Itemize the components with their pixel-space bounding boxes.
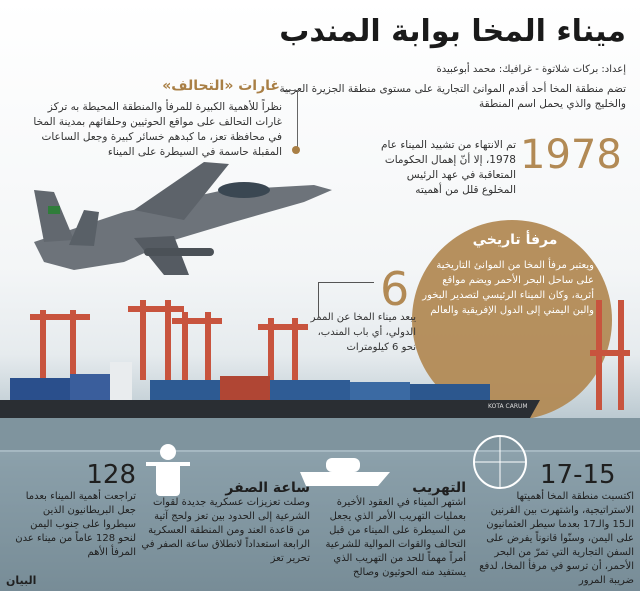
raids-text: نظراً للأهمية الكبيرة للمرفأ والمنطقة المحيطة به تركز غارات التحالف على مواقع الحوثيين وحلفائهم بمدينة المخا في محافظة تعز، ما كبدهم خسائر كبيرة وجعل الساعات المقبلة حاسمة في السيطرة على الميناء: [33, 101, 282, 158]
fighter-jet-icon: [14, 150, 334, 280]
raids-title: غارات «التحالف»: [162, 78, 280, 94]
year-1978: 1978: [520, 132, 622, 178]
column-text: اشتهر الميناء في العقود الأخيرة بعمليات التهريب الأمر الذي يجعل من السيطرة على الميناء من قبل التحالف والقوات الموالية للشرعية أمراً مهماً للحد من التهريب الذي يستفيد منه الحوثيون وصالح: [325, 497, 466, 578]
column-ottoman: [470, 460, 634, 588]
column-128: [10, 460, 136, 560]
intro-text: تضم منطقة المخا أحد أقدم الموانئ التجارية على مستوى منطقة الجزيرة العربية والخليج والذي يحمل اسم المنطقة: [279, 83, 626, 110]
column-text: وصلت تعزيزات عسكرية جديدة لقوات الشرعية إلى الحدود بين تعز ولحج آتية من قاعدة العند ومن المنطقة العسكرية الرابعة استعداداً لانطلاق ساعة الصفر في تحرير تعز: [141, 497, 310, 564]
page-title: ميناء المخا بوابة المندب: [279, 14, 626, 49]
column-heading: 128: [86, 460, 136, 490]
historic-title: مرفأ تاريخي: [472, 232, 558, 248]
column-text: تراجعت أهمية الميناء بعدما جعل البريطانيون الذين سيطروا على جنوب اليمن لنحو 128 عاماً من ميناء عدن المرفأ الأهم: [15, 491, 136, 558]
raids-connector: [284, 90, 298, 150]
column-heading: ساعة الصفر: [225, 480, 310, 496]
year-text: تم الانتهاء من تشييد الميناء عام 1978، إلا أنّ إهمال الحكومات المتعاقبة في عهد الرئيس المخلوع قلل من أهميته: [381, 139, 516, 196]
column-text: اكتسبت منطقة المخا أهميتها الاستراتيجية، واشتهرت بين القرنين الـ15 والـ17 بعدما سيطر العثمانيون على اليمن، وسنّوا قانوناً يفرض على السفن التجارية التي تمرّ من البحر الأحمر، أن ترسو في مرفأ المخا، لدفع ضريبة المرور: [479, 491, 634, 586]
port-scene: [0, 300, 640, 450]
distance-number: 6: [380, 262, 410, 316]
column-zero-hour: [140, 460, 310, 566]
ship-label: KOTA CARUM: [488, 403, 528, 410]
column-smuggling: [316, 460, 466, 580]
brand-logo: البيان: [6, 574, 37, 587]
distance-text: يبعد ميناء المخا عن الممر الدولي، أي باب المندب، نحو 6 كيلومترات: [310, 312, 416, 353]
column-heading: التهريب: [412, 480, 466, 496]
historic-text: ويعتبر مرفأ المخا من الموانئ التاريخية على ساحل البحر الأحمر ويضم مواقع أثرية، وكان الميناء الرئيسي لتصدير البخور والبن اليمني إلى الدول الإفريقية والعالم: [422, 260, 594, 316]
column-heading: 17-15: [540, 460, 616, 490]
credits: إعداد: بركات شلاتوة - غرافيك: محمد أبوعبيدة: [436, 64, 626, 75]
